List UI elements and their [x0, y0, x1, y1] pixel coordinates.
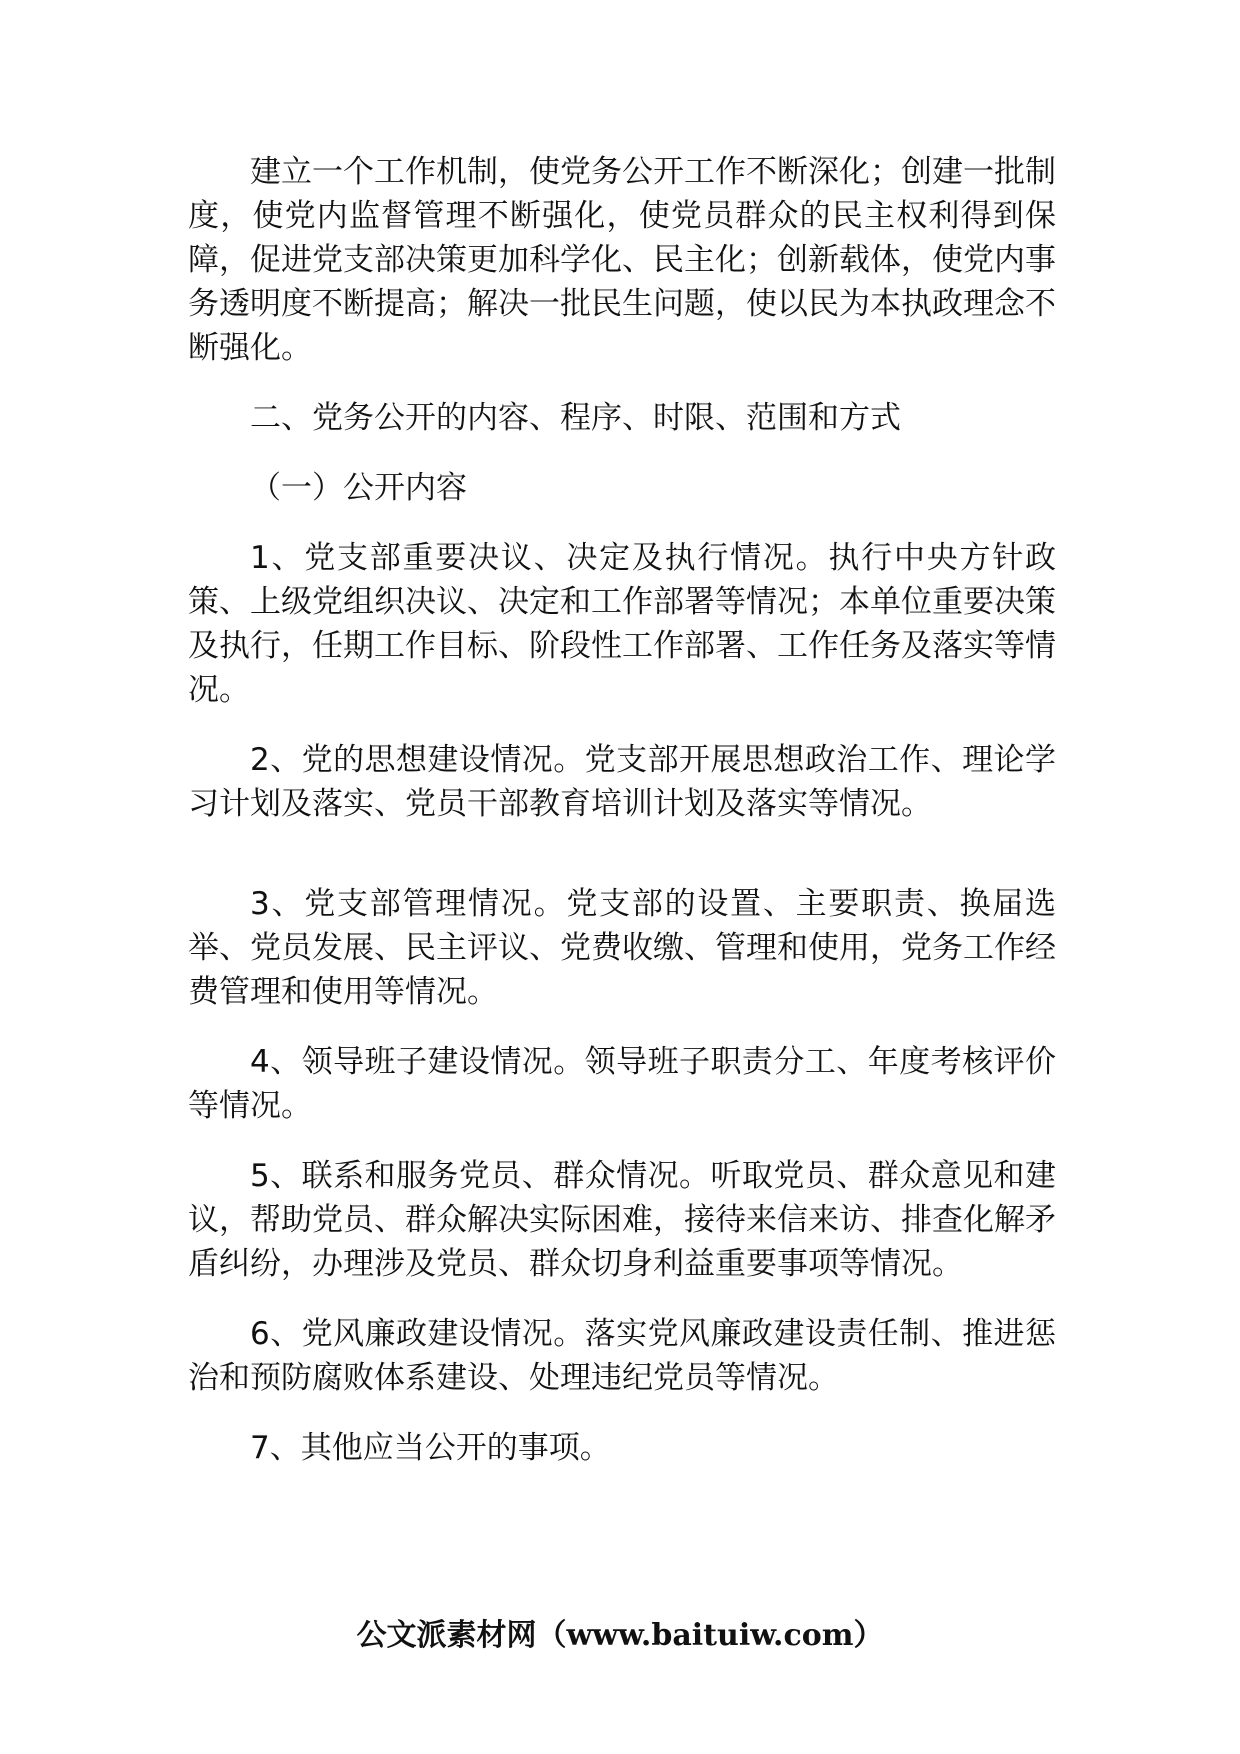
list-item-2: 2、党的思想建设情况。党支部开展思想政治工作、理论学习计划及落实、党员干部教育培训计划及落实等情况。 [188, 742, 1056, 822]
list-item-7: 7、其他应当公开的事项。 [250, 1430, 611, 1466]
document-body [188, 150, 1056, 1470]
paragraph-intro: 建立一个工作机制，使党务公开工作不断深化；创建一批制度，使党内监督管理不断强化，使党员群众的民主权利得到保障，促进党支部决策更加科学化、民主化；创新载体，使党内事务透明度不断提高；解决一批民生问题，使以民为本执政理念不断强化。 [188, 154, 1056, 366]
list-item-3: 3、党支部管理情况。党支部的设置、主要职责、换届选举、党员发展、民主评议、党费收缴、管理和使用，党务工作经费管理和使用等情况。 [188, 886, 1056, 1010]
subsection-heading: （一）公开内容 [250, 470, 467, 506]
list-item-5: 5、联系和服务党员、群众情况。听取党员、群众意见和建议，帮助党员、群众解决实际困难，接待来信来访、排查化解矛盾纠纷，办理涉及党员、群众切身利益重要事项等情况。 [188, 1158, 1056, 1282]
list-item-1: 1、党支部重要决议、决定及执行情况。执行中央方针政策、上级党组织决议、决定和工作部署等情况；本单位重要决策及执行，任期工作目标、阶段性工作部署、工作任务及落实等情况。 [188, 540, 1056, 708]
list-item-4: 4、领导班子建设情况。领导班子职责分工、年度考核评价等情况。 [188, 1044, 1056, 1124]
section-heading: 二、党务公开的内容、程序、时限、范围和方式 [250, 400, 901, 436]
list-item-6: 6、党风廉政建设情况。落实党风廉政建设责任制、推进惩治和预防腐败体系建设、处理违纪党员等情况。 [188, 1316, 1056, 1396]
footer-watermark: 公文派素材网（www.baituiw.com） [356, 1618, 884, 1653]
